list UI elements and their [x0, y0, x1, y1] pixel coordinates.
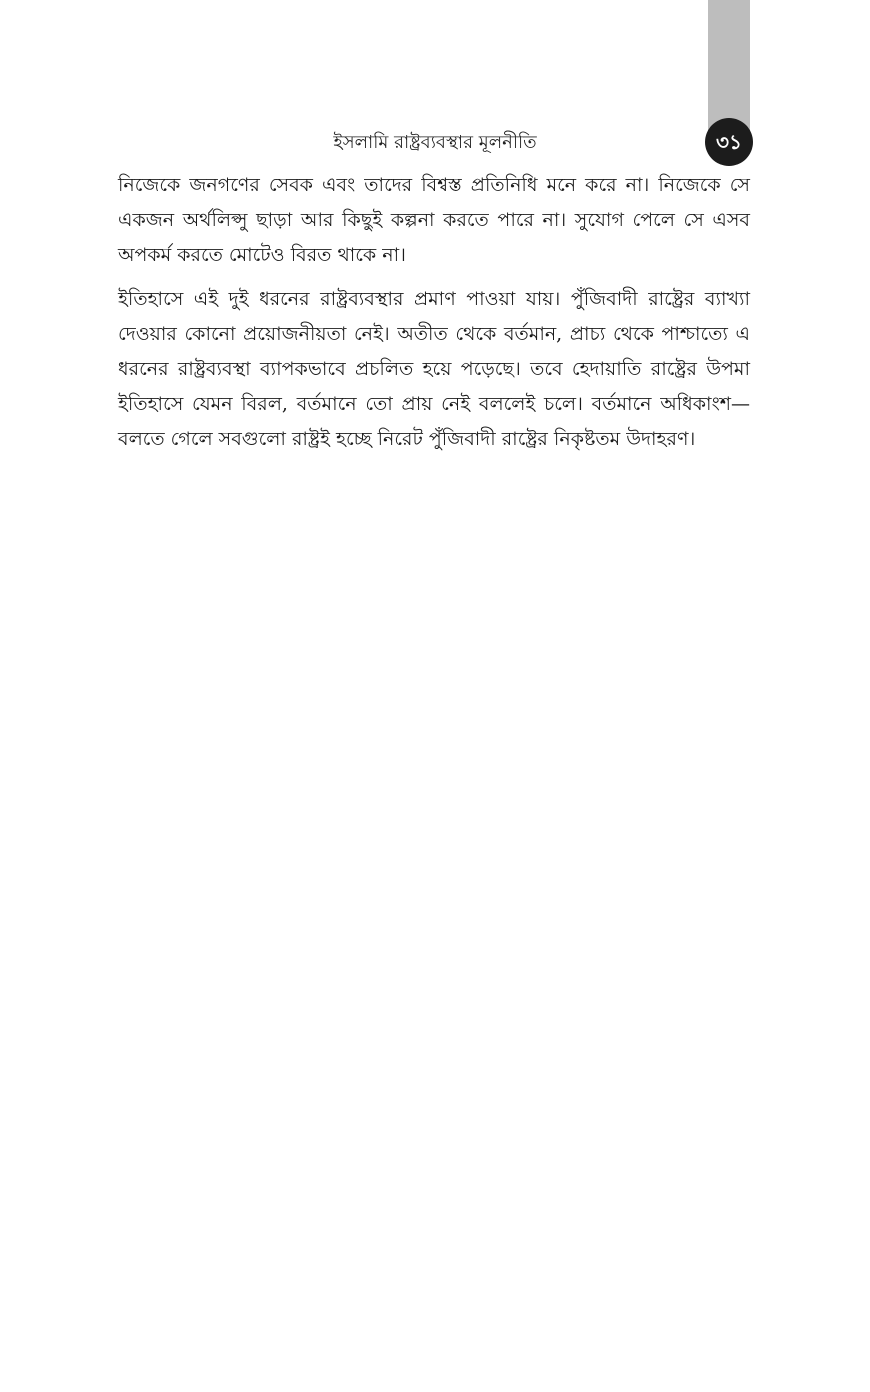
page-number: ৩১ — [716, 130, 742, 154]
page-number-badge — [705, 118, 753, 166]
body-text — [118, 168, 750, 466]
paragraph: ইতিহাসে এই দুই ধরনের রাষ্ট্রব্যবস্থার প্রমাণ পাওয়া যায়। পুঁজিবাদী রাষ্ট্রের ব্যাখ্যা দেওয়ার কোনো প্রয়োজনীয়তা নেই। অতীত থেকে বর্তমান, প্রাচ্য থেকে পাশ্চাত্যে এ ধরনের রাষ্ট্রব্যবস্থা ব্যাপকভাবে প্রচলিত হয়ে পড়েছে। তবে হেদায়াতি রাষ্ট্রের উপমা ইতিহাসে যেমন বিরল, বর্তমানে তো প্রায় নেই বললেই চলে। বর্তমানে অধিকাংশ—বলতে গেলে সবগুলো রাষ্ট্রই হচ্ছে নিরেট পুঁজিবাদী রাষ্ট্রের নিকৃষ্টতম উদাহরণ। — [118, 288, 750, 450]
paragraph: নিজেকে জনগণের সেবক এবং তাদের বিশ্বস্ত প্রতিনিধি মনে করে না। নিজেকে সে একজন অর্থলিপ্সু ছাড়া আর কিছুই কল্পনা করতে পারে না। সুযোগ পেলে সে এসব অপকর্ম করতে মোটেও বিরত থাকে না। — [118, 174, 750, 266]
running-header-title: ইসলামি রাষ্ট্রব্যবস্থার মূলনীতি — [333, 132, 537, 153]
